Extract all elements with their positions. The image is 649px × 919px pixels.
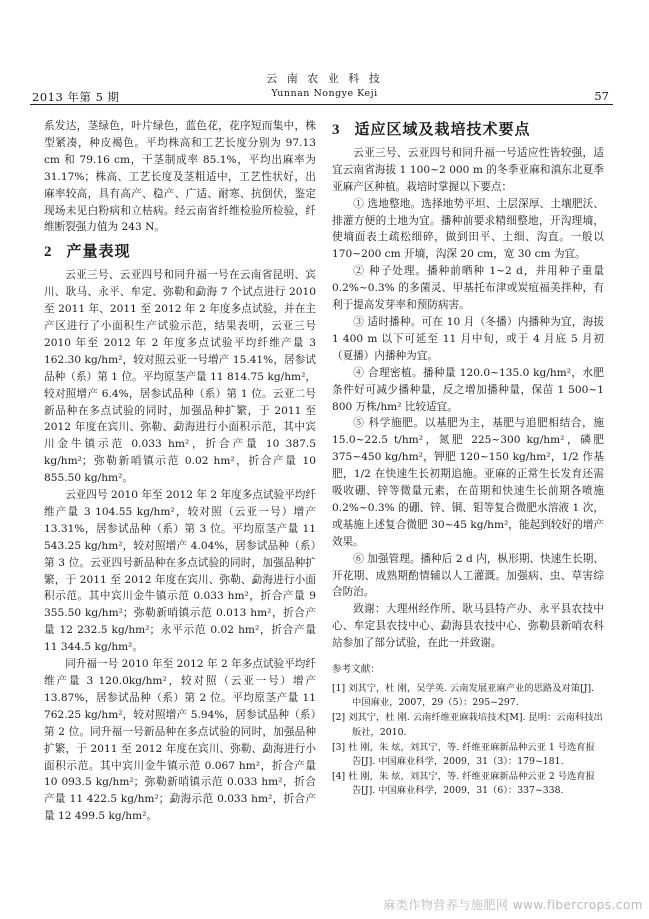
paragraph-sowing-time: ③ 适时播种。可在 10 月（冬播）内播种为宜，海拔 1 400 m 以下可延至 11 月中旬，或于 4 月底 5 月初（夏播）内播种为宜。 xyxy=(332,315,604,362)
issue-label: 2013 年第 5 期 xyxy=(32,90,120,104)
paragraph-intro-continued: 系发达，茎绿色，叶片绿色，蓝色花，花序短而集中，株型紧凑，种皮褐色。平均株高和工艺长度分别为 97.13 cm 和 79.16 cm，干茎制成率 85.1%，平均出麻率为 31.17%；株高、工艺长度及茎粗适中，工艺性状好，出麻率较高，具有高产、稳产、广适、耐寒、抗倒伏，鉴定现场未见白粉病和立枯病。经云南省纤维检验所检验，纤维断裂强力值为 243 N。 xyxy=(44,120,316,234)
section-2-heading xyxy=(44,243,316,261)
left-column xyxy=(44,118,316,825)
paragraph-seed-treatment: ② 种子处理。播种前晒种 1~2 d，并用种子重量 0.2%~0.3% 的多菌灵、甲基托布津或炭疽福美拌种，有利于提高发芽率和预防病害。 xyxy=(332,265,604,312)
paragraph-yunya4-yield: 云亚四号 2010 年至 2012 年 2 年度多点试验平均纤维产量 3 104.55 kg/hm²，较对照（云亚一号）增产 13.31%，居参试品种（系）第 3 位。平均原茎产量 11 543.25 kg/hm²，较对照增产 4.04%，居参试品种（系）第 3 位。云亚四号新品种在多点试验的同时，加强品种扩繁，于 2011 至 2012 年度在宾川、弥勒、勐海进行小面积示范。其中宾川金牛镇示范 0.033 hm²，折合产量 9 355.50 kg/hm²；弥勒新哨镇示范 0.013 hm²，折合产量 12 232.5 kg/hm²；永平示范 0.02 hm²，折合产量 11 344.5 kg/hm²。 xyxy=(44,489,316,654)
right-column xyxy=(332,118,604,800)
paragraph-fertilization: ⑤ 科学施肥。以基肥为主，基肥与追肥相结合，施 15.0~22.5 t/hm²，氮肥 225~300 kg/hm²，磷肥 375~450 kg/hm²，钾肥 120~150 kg/hm²，1/2 作基肥，1/2 在快速生长初期追施。亚麻的正常生长发育还需吸收硼、锌等微量元素，在苗期和快速生长前期各喷施 0.2%~0.3% 的硼、锌、铜、钼等复合微肥水溶液 1 次，或基施上述复合微肥 30~45 kg/hm²，能起到较好的增产效果。 xyxy=(332,417,604,548)
site-watermark: 麻类作物营养与施肥网 www.fibercrops.com xyxy=(383,898,643,912)
journal-masthead xyxy=(0,70,649,99)
section-3-heading xyxy=(332,121,604,139)
references-heading: 参考文献： xyxy=(332,664,380,676)
reference-item: [2] 刘其宁，杜 刚. 云南纤维亚麻栽培技术[M]. 昆明：云南科技出版社，2010. xyxy=(332,712,603,738)
paragraph-acknowledgement: 致谢：大理州经作所、耿马县特产办、永平县农技中心、牟定县农技中心、勐海县农技中心、弥勒县新哨农科站参加了部分试验，在此一并致谢。 xyxy=(332,603,604,650)
section-2-title: 产量表现 xyxy=(66,242,131,261)
reference-item: [1] 刘其宁，杜 刚，吴学英. 云南发展亚麻产业的思路及对策[J]. 中国麻业，2007，29（5）：295~297. xyxy=(332,683,595,709)
paragraph-tongshengfu-yield: 同升福一号 2010 年至 2012 年 2 年多点试验平均纤维产量 3 120.0kg/hm²，较对照（云亚一号）增产 13.87%，居参试品种（系）第 2 位。平均原茎产量 11 762.25 kg/hm²，较对照增产 5.94%，居参试品种（系）第 2 位。同升福一号新品种在多点试验的同时，加强品种扩繁，于 2011 至 2012 年度在宾川、弥勒、勐海进行小面积示范。其中宾川金牛镇示范 0.067 hm²，折合产量 10 093.5 kg/hm²；弥勒新哨镇示范 0.033 hm²，折合产量 11 422.5 kg/hm²；勐海示范 0.033 hm²，折合产量 12 499.5 kg/hm²。 xyxy=(44,658,316,823)
paragraph-land-prep: ① 选地整地。选择地势平坦、土层深厚、土壤肥沃、排灌方便的土地为宜。播种前要求精细整地，开沟理墒，使墒面表土疏松细碎，做到田平、土细、沟直。一般以 170~200 cm 开墒，沟深 20 cm，宽 30 cm 为宜。 xyxy=(332,197,604,261)
section-3-number: 3 xyxy=(332,122,341,138)
paragraph-planting-density: ④ 合理密植。播种量 120.0~135.0 kg/hm²，水肥条件好可减少播种量，反之增加播种量，保苗 1 500~1 800 万株/hm² 比较适宜。 xyxy=(332,366,604,413)
journal-title-en: Yunnan Nongye Keji xyxy=(271,88,378,99)
section-3-title: 适应区域及栽培技术要点 xyxy=(354,120,531,138)
paragraph-adaptation: 云亚三号、云亚四号和同升福一号适应性皆较强，适宜云南省海拔 1 100~2 000 m 的冬季亚麻和滇东北夏季亚麻产区种植。栽培时掌握以下要点： xyxy=(332,146,604,193)
journal-title-cn: 云 南 农 业 科 技 xyxy=(266,72,383,85)
reference-item: [3] 杜 刚，朱 炫，刘其宁，等. 纤维亚麻新品种云亚 1 号选育报告[J]. 中国麻业科学，2009，31（3）：179~181. xyxy=(332,741,595,768)
section-2-number: 2 xyxy=(44,244,53,261)
paragraph-yunya3-yield: 云亚三号、云亚四号和同升福一号在云南省昆明、宾川、耿马、永平、牟定、弥勒和勐海 7 个试点进行 2010 至 2011 年、2011 至 2012 年 2 年度多点试验，并在主产区进行了小面积生产试验示范，结果表明，云亚三号 2010 年至 2012 年 2 年度多点试验平均纤维产量 3 162.30 kg/hm²，较对照云亚一号增产 15.41%，居参试品种（系）第 1 位。平均原茎产量 11 814.75 kg/hm²，较对照增产 6.4%，居参试品种（系）第 1 位。云亚二号新品种在多点试验的同时，加强品种扩繁，于 2011 至 2012 年度在宾川、弥勒、勐海进行小面积示范，其中宾川金牛镇示范 0.033 hm²，折合产量 10 387.5 kg/hm²；弥勒新哨镇示范 0.02 hm²，折合产量 10 855.50 kg/hm²。 xyxy=(44,269,316,485)
paragraph-management: ⑥ 加强管理。播种后 2 d 内，枞形期、快速生长期、开花期、成熟期酌情辅以人工灌溉。加强病、虫、草害综合防治。 xyxy=(332,552,604,599)
reference-item: [4] 杜 刚，朱 炫，刘其宁，等. 纤维亚麻新品种云亚 2 号选育报告[J]. 中国麻业科学，2009，31（6）：337~338. xyxy=(332,771,595,797)
header-rule xyxy=(30,104,613,105)
page-number: 57 xyxy=(594,89,609,103)
